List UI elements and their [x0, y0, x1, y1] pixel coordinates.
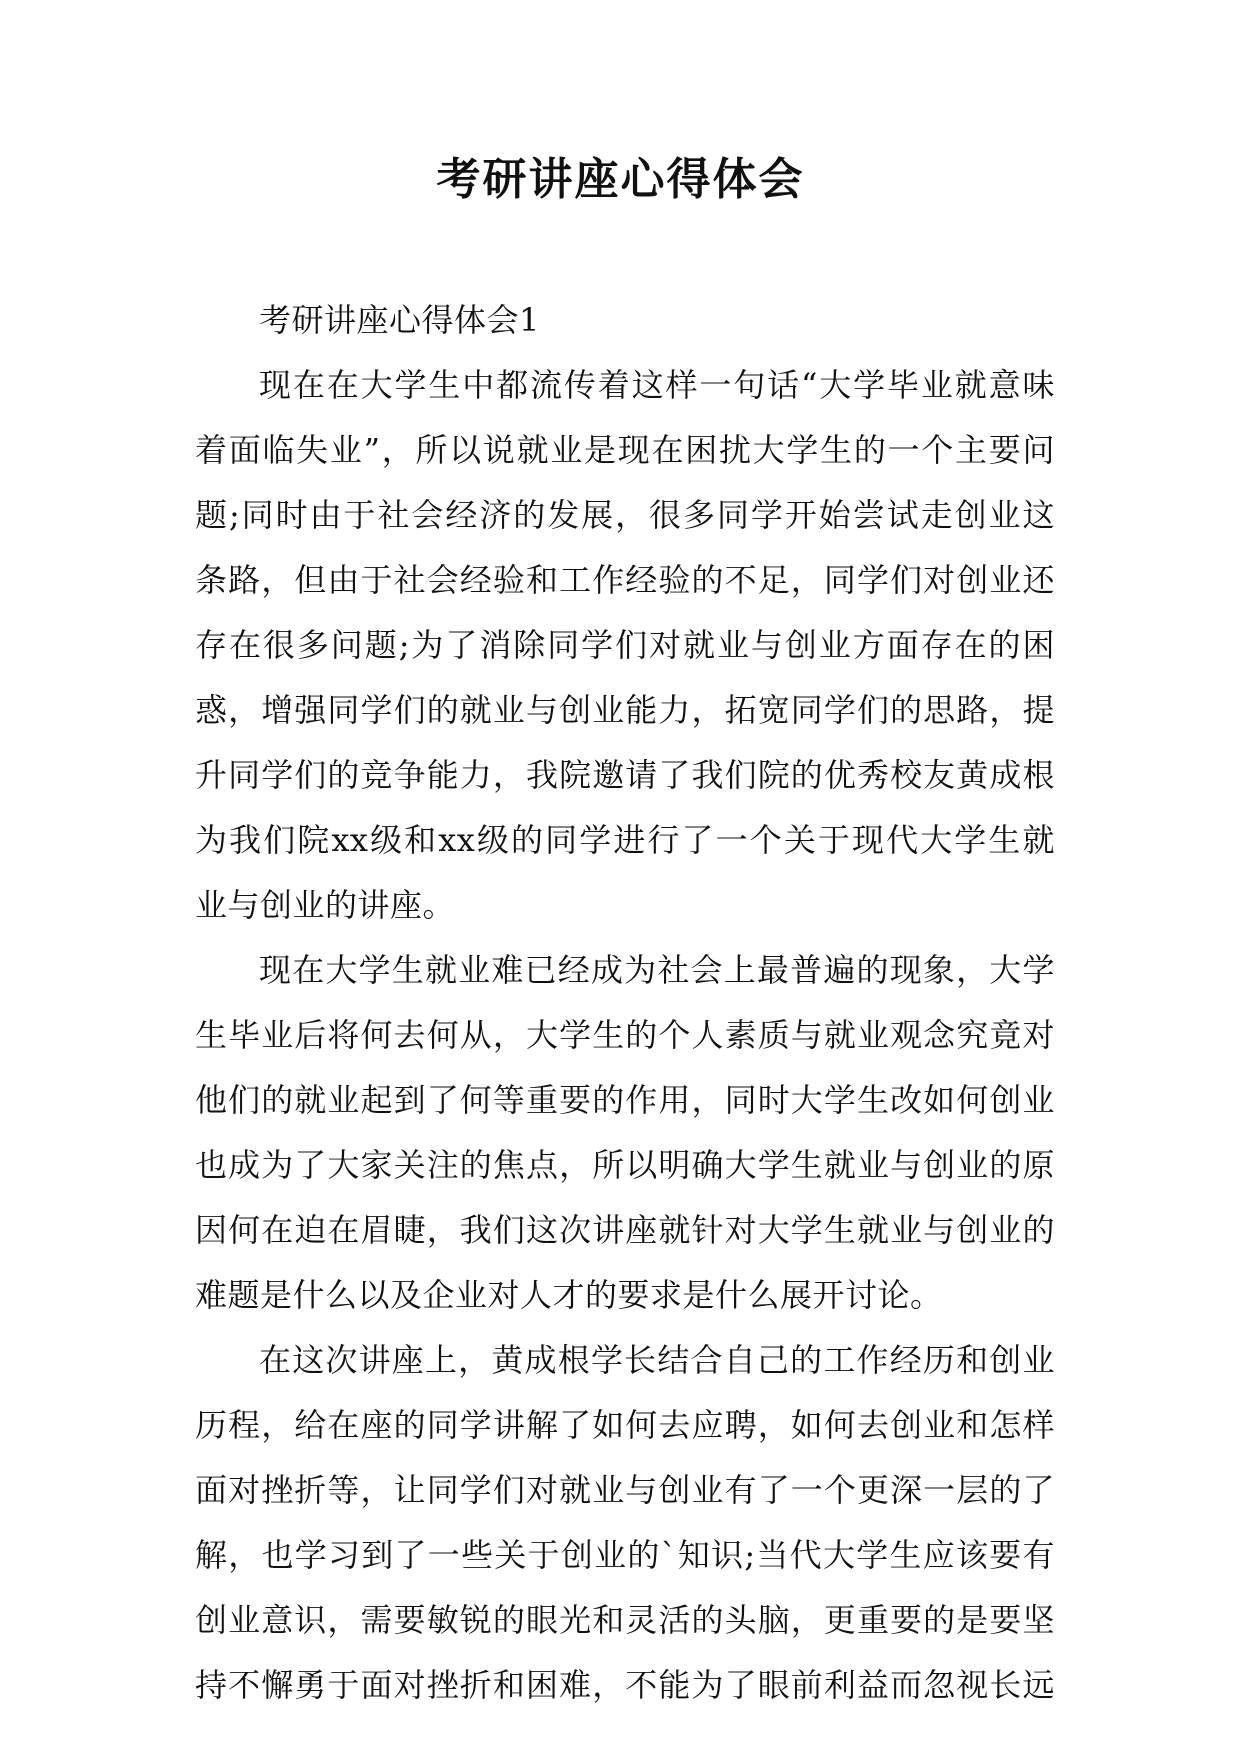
paragraph-line: 现在在大学生中都流传着这样一句话“大学毕业就意味 [259, 366, 1055, 404]
paragraph-line: 面对挫折等，让同学们对就业与创业有了一个更深一层的了 [195, 1471, 1055, 1509]
paragraph-line: 为我们院xx级和xx级的同学进行了一个关于现代大学生就 [195, 821, 1055, 859]
paragraph-line: 在这次讲座上，黄成根学长结合自己的工作经历和创业 [259, 1341, 1055, 1379]
paragraph-line: 惑，增强同学们的就业与创业能力，拓宽同学们的思路，提 [195, 691, 1055, 729]
paragraph-line: 现在大学生就业难已经成为社会上最普遍的现象，大学 [259, 951, 1055, 989]
paragraph-line: 存在很多问题;为了消除同学们对就业与创业方面存在的困 [195, 626, 1055, 664]
paragraph-line: 解，也学习到了一些关于创业的`知识;当代大学生应该要有 [195, 1536, 1055, 1574]
paragraph-line: 因何在迫在眉睫，我们这次讲座就针对大学生就业与创业的 [195, 1211, 1055, 1249]
paragraph-line: 历程，给在座的同学讲解了如何去应聘，如何去创业和怎样 [195, 1406, 1055, 1444]
paragraph-line: 条路，但由于社会经验和工作经验的不足，同学们对创业还 [195, 561, 1055, 599]
paragraph-line: 着面临失业”，所以说就业是现在困扰大学生的一个主要问 [195, 431, 1055, 469]
paragraph-line: 创业意识，需要敏锐的眼光和灵活的头脑，更重要的是要坚 [195, 1601, 1055, 1639]
document-body [195, 288, 1055, 1718]
paragraph-line: 题;同时由于社会经济的发展，很多同学开始尝试走创业这 [195, 496, 1055, 534]
document-title: 考研讲座心得体会 [436, 154, 805, 205]
paragraph-line: 他们的就业起到了何等重要的作用，同时大学生改如何创业 [195, 1081, 1055, 1119]
section-heading: 考研讲座心得体会1 [259, 301, 540, 339]
paragraph-line: 业与创业的讲座。 [195, 886, 456, 924]
paragraph-line: 升同学们的竞争能力，我院邀请了我们院的优秀校友黄成根 [195, 756, 1055, 794]
paragraph-line: 生毕业后将何去何从，大学生的个人素质与就业观念究竟对 [195, 1016, 1055, 1054]
paragraph-line: 也成为了大家关注的焦点，所以明确大学生就业与创业的原 [195, 1146, 1055, 1184]
paragraph-line: 难题是什么以及企业对人才的要求是什么展开讨论。 [195, 1276, 943, 1314]
paragraph-line: 持不懈勇于面对挫折和困难，不能为了眼前利益而忽视长远 [195, 1666, 1055, 1704]
